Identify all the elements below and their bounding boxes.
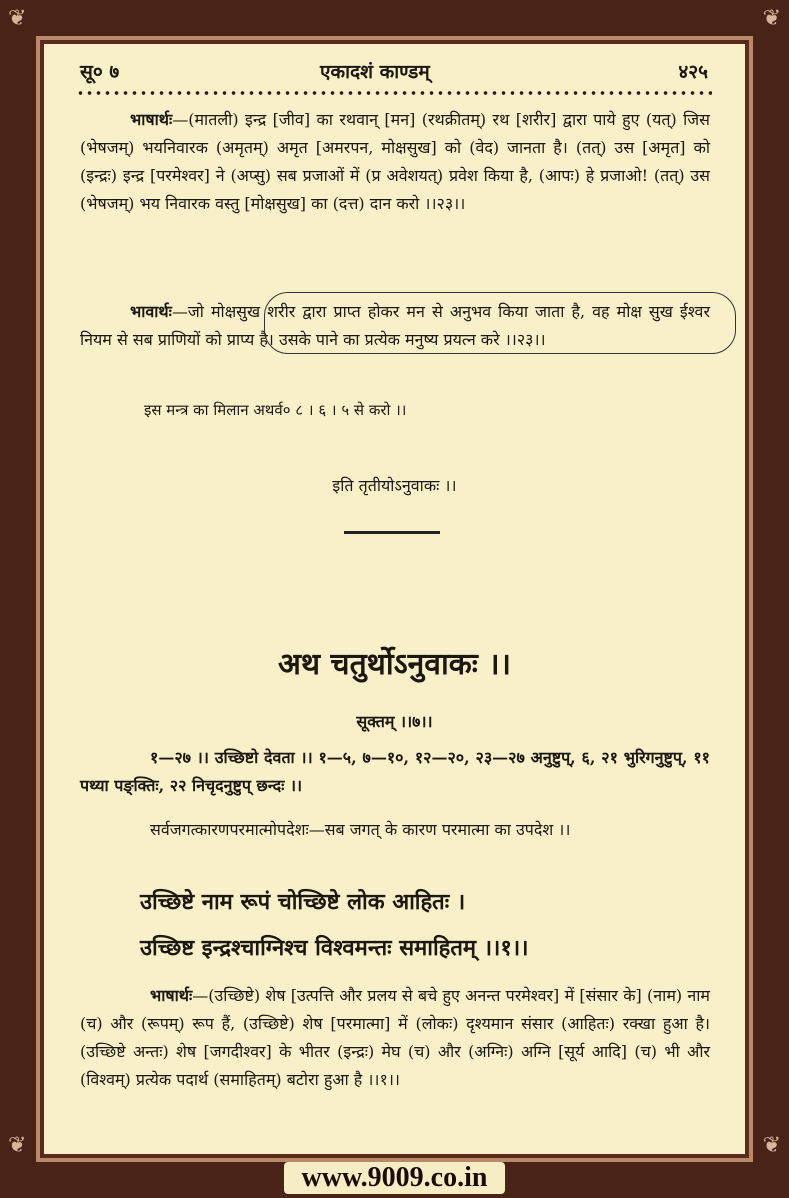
anuvaka-title: अथ चतुर्थोऽनुवाकः ।। (277, 647, 512, 682)
page-header (80, 58, 708, 88)
corner-ornament-icon: ❦ (762, 6, 781, 31)
corner-ornament-icon: ❦ (8, 6, 27, 31)
corner-ornament-icon: ❦ (8, 1133, 27, 1158)
pen-annotation (264, 292, 736, 354)
kanda-title: एकादशं काण्डम् (320, 61, 430, 83)
website-url-link[interactable]: www.9009.co.in (284, 1162, 506, 1194)
bhasharth-label: भाषार्थः (150, 986, 193, 1005)
bhasharth-text: —(मातली) इन्द्र [जीव] का रथवान् [मन] (रथक्रीतम्) रथ [शरीर] द्वारा पाये हुए (यत्) जिस (भेषजम्) भयनिवारक (अमृतम्) अमृत [अमरपन, मोक्षसुख] को (वेद) जानता है। (तत्) उस [अमृत] को (इन्द्रः) इन्द्र [परमेश्वर] ने (अप्सु) सब प्रजाओं में (प्र अवेशयत्) प्रवेश किया है, (आपः) हे प्रजाओ! (तत्) उस (भेषजम्) भय निवारक वस्तु [मोक्षसुख] का (दत्त) दान करो ।।२३।। (80, 110, 710, 213)
bhavarth-label: भावार्थः (130, 302, 172, 321)
mantra-line-1: उच्छिष्टे नाम रूपं चोच्छिष्टे लोक आहितः । (140, 889, 466, 915)
scanned-page (44, 44, 745, 1152)
footer-bar (0, 1160, 789, 1198)
bhavarth-text: —जो मोक्षसुख शरीर द्वारा प्राप्त होकर मन से अनुभव किया जाता है, वह मोक्ष सुख ईश्वर नियम से सब प्राणियों को प्राप्य है। उसके पाने का प्रत्येक मनुष्य प्रयत्न करे ।।२३।। (80, 302, 710, 349)
bhasharth-label: भाषार्थः (130, 110, 173, 129)
anuvaka-end-line: इति तृतीयोऽनुवाकः ।। (332, 476, 457, 495)
corner-ornament-icon: ❦ (762, 1133, 781, 1158)
bhasharth-paragraph-2 (80, 982, 710, 1094)
mantra-line-2: उच्छिष्ट इन्द्रश्चाग्निश्च विश्वमन्तः समाहितम् ।।१।। (140, 935, 529, 961)
ornamental-rule (76, 90, 712, 96)
section-divider (344, 531, 440, 534)
bhasharth-paragraph-1 (80, 106, 710, 218)
compare-note: इस मन्त्र का मिलान अथर्व० ८ । ६ । ५ से करो ।। (144, 401, 407, 419)
sukta-number: सू० ७ (80, 61, 120, 83)
upadesha-line: सर्वजगत्कारणपरमात्मोपदेशः—सब जगत् के कारण परमात्मा का उपदेश ।। (150, 820, 571, 839)
bhasharth-text: —(उच्छिष्टे) शेष [उत्पत्ति और प्रलय से बचे हुए अनन्त परमेश्वर] में [संसार के] (नाम) नाम (च) और (रूपम्) रूप हैं, (उच्छिष्टे) शेष [परमात्मा] में (लोकः) दृश्यमान संसार (आहितः) रक्खा हुआ है। (उच्छिष्टे अन्तः) शेष [जगदीश्वर] के भीतर (इन्द्रः) मेघ (च) और (अग्निः) अग्नि [सूर्य आदि] (च) भी और (विश्वम्) प्रत्येक पदार्थ (समाहितम्) बटोरा हुआ है ।।१।। (80, 986, 710, 1089)
page-number: ४२५ (678, 61, 708, 83)
devata-chhanda-line: १—२७ ।। उच्छिष्टो देवता ।। १—५, ७—१०, १२—२०, २३—२७ अनुष्टुप्, ६, २१ भुरिगनुष्टुप्, ११ पथ्या पङ्क्तिः, २२ निचृदनुष्टुप् छन्दः ।। (80, 748, 710, 795)
sukta-title: सूक्तम् ।।७।। (356, 712, 433, 731)
